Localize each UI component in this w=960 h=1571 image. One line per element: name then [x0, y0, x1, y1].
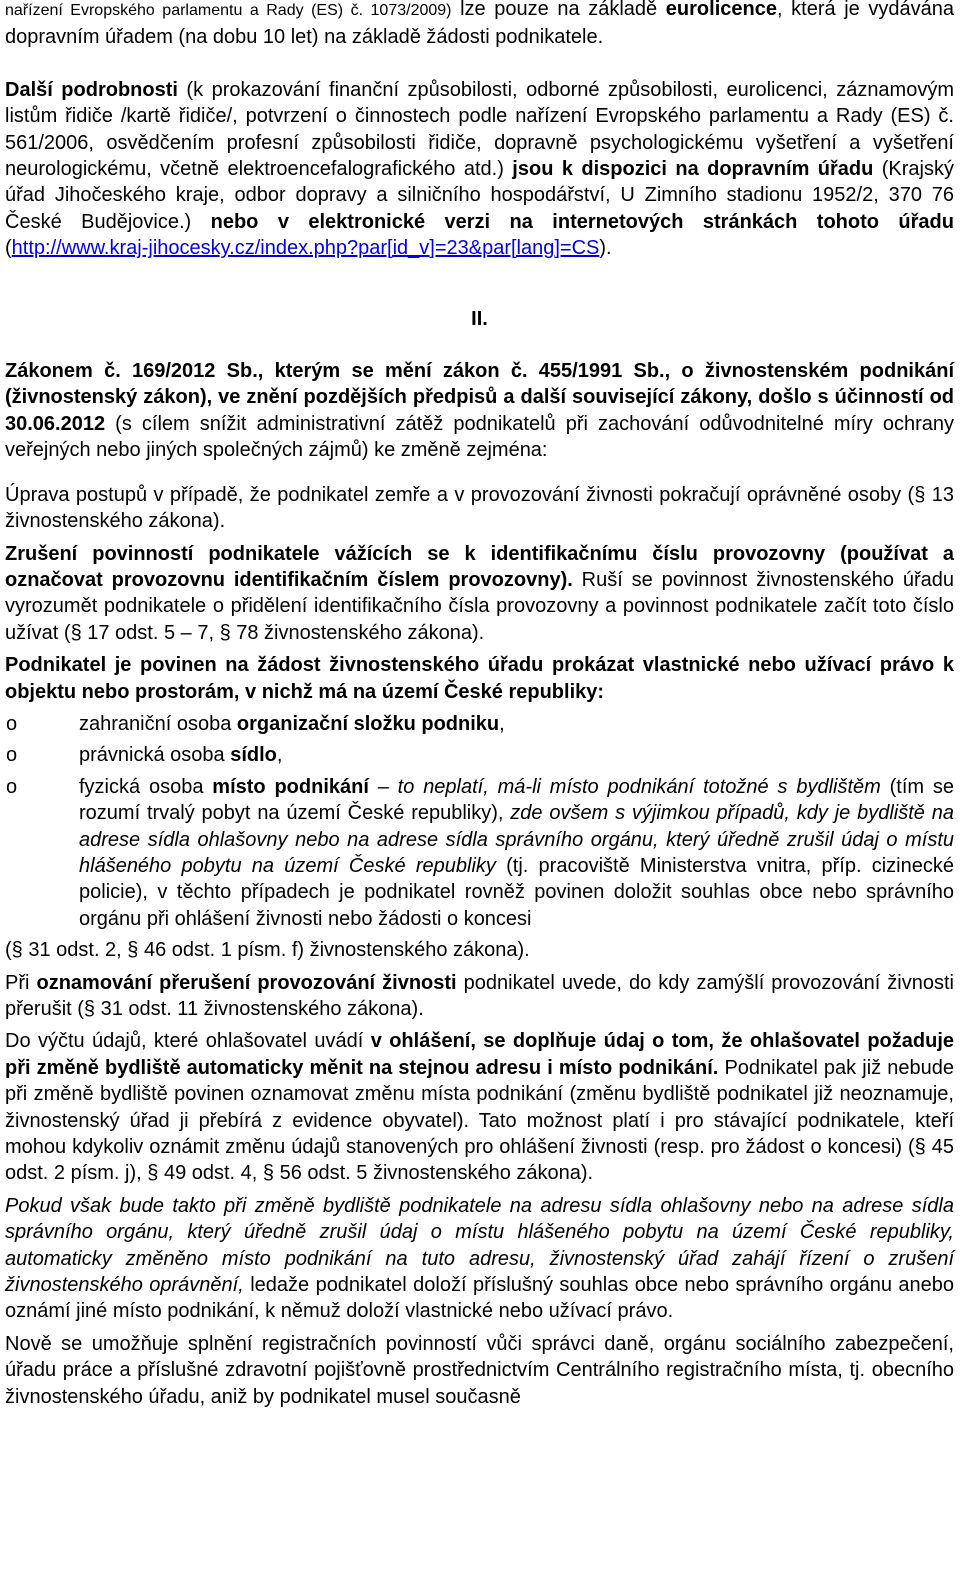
paragraph-details	[5, 77, 954, 262]
text-span: , která je vydávána dopravním úřadem (na dobu 10 let) na základě žádosti podnikatele.	[5, 0, 954, 49]
text-span: (tj. pracoviště Ministerstva vnitra, příp. cizinecké policie), v těchto případech je podnikatel rovněž povinen doložit souhlas obce nebo správního orgánu při ohlášení živnosti nebo žádosti o koncesi	[79, 854, 954, 930]
document-page	[5, 0, 954, 1410]
text-span: právnická osoba	[79, 744, 231, 767]
section-heading: II.	[471, 307, 488, 330]
text-span: Ruší se povinnost živnostenského úřadu vyrozumět podnikatele o přidělení identifikačního čísla provozovny a povinnost podnikatele začít toto číslo užívat (§ 17 odst. 5 – 7, § 78 živnostenského zákona).	[5, 568, 954, 644]
text-span: Do výčtu údajů, které ohlašovatel uvádí	[5, 1030, 371, 1053]
text-span: fyzická osoba	[79, 775, 213, 798]
bold-term: místo podnikání	[212, 775, 369, 798]
paragraph-law-change	[5, 358, 954, 464]
text-span: Podnikatel pak již nebude při změně bydliště povinen oznamovat změnu místa podnikání (změnu bydliště podnikatel již neoznamuje, živnostenský úřad ji přebírá z evidence obyvatel). Tato možnost platí i pro stávající podnikatele, kteří mohou kdykoliv oznámit změnu údajů stanovených pro ohlášení živnosti (resp. pro žádost o koncesi) (§ 45 odst. 2 písm. j), § 49 odst. 4, § 56 odst. 5 živnostenského zákona).	[5, 1056, 955, 1185]
italic-text: Pokud však bude takto při změně bydliště podnikatele na adresu sídla ohlašovny nebo na adrese sídla správního orgánu, který úředně zrušil údaj o místu hlášeného pobytu na území České republiky, automaticky změněno místo podnikání na tuto adresu, živnostenský úřad zahájí řízení o zrušení živnostenského oprávnění,	[5, 1194, 954, 1297]
text-span: (tím se rozumí trvalý pobyt na území České republiky),	[79, 775, 955, 825]
text-span: (Krajský úřad Jihočeského kraje, odbor dopravy a silničního hospodářství, U Zimního stadionu 1952/2, 370 76 České Budějovice.)	[5, 158, 954, 233]
bullet-marker: o	[6, 775, 18, 798]
bold-term: sídlo	[230, 744, 277, 767]
paragraph-establishment-id	[5, 541, 954, 647]
list-item	[5, 742, 954, 768]
text-span: (k prokazování finanční způsobilosti, odborné způsobilosti, eurolicenci, záznamovým listům řidiče /kartě řidiče/, potvrzení o činnostech podle nařízení Evropského parlamentu a Rady (ES) č. 561/2006, osvědčením profesní způsobilosti řidiče, dopravně psychologickému vyšetření a vyšetření neurologickému, včetně elektroencefalografického atd.)	[5, 78, 955, 181]
bold-term: Zákonem č. 169/2012 Sb., kterým se mění zákon č. 455/1991 Sb., o živnostenském podnikání (živnostenský zákon), ve znění pozdějších předpisů a další související zákony, došlo s účinností od 30.06.2012	[5, 360, 954, 435]
bold-term: oznamování přerušení provozování živnosti	[36, 971, 457, 994]
text-span: (s cílem snížit administrativní zátěž podnikatelů při zachování odůvodnitelné míry ochrany veřejných nebo jiných společných zájmů) ke změně zejména:	[5, 412, 954, 462]
list-item	[5, 774, 954, 932]
text-span: zahraniční osoba	[79, 712, 237, 735]
paragraph-legal-reference: (§ 31 odst. 2, § 46 odst. 1 písm. f) živnostenského zákona).	[5, 939, 530, 962]
italic-text: zde ovšem s výjimkou případů, kdy je bydliště na adrese sídla ohlašovny nebo na adrese sídla správního orgánu, který úředně zrušil údaj o místu hlášeného pobytu na území České republiky	[79, 802, 954, 877]
kraj-jihocesky-link[interactable]: http://www.kraj-jihocesky.cz/index.php?par[id_v]=23&par[lang]=CS	[11, 237, 600, 260]
bold-term: Další podrobnosti	[5, 78, 178, 101]
paragraph-interruption	[5, 970, 954, 1023]
paragraph-ownership-proof: Podnikatel je povinen na žádost živnostenského úřadu prokázat vlastnické nebo užívací právo k objektu nebo prostorám, v nichž má na území České republiky:	[5, 654, 954, 703]
italic-text: – to neplatí, má-li místo podnikání totožné s bydlištěm	[368, 775, 881, 798]
text-span: ledaže podnikatel doloží příslušný souhlas obce nebo správního orgánu anebo oznámí jiné místo podnikání, k němuž doloží vlastnické nebo užívací právo.	[5, 1274, 954, 1323]
text-span: ,	[276, 744, 283, 767]
bullet-marker: o	[6, 712, 18, 735]
paragraph-residence-change	[5, 1028, 954, 1186]
regulation-reference: nařízení Evropského parlamentu a Rady (ES) č. 1073/2009)	[5, 2, 452, 19]
bold-term: v ohlášení, se doplňuje údaj o tom, že ohlašovatel požaduje při změně bydliště automaticky měnit na stejnou adresu i místo podnikání.	[5, 1030, 954, 1079]
paragraph-eurolicence	[5, 0, 954, 51]
bold-term: organizační složku podniku	[236, 712, 500, 735]
person-type-list	[5, 711, 954, 932]
paragraph-succession: Úprava postupů v případě, že podnikatel zemře a v provozování živnosti pokračují oprávněné osoby (§ 13 živnostenského zákona).	[5, 483, 954, 533]
paragraph-revocation	[5, 1193, 954, 1325]
text-span: lze pouze na základě	[451, 0, 666, 20]
bullet-marker: o	[6, 744, 18, 767]
paragraph-registration: Nově se umožňuje splnění registračních povinností vůči správci daně, orgánu sociálního zabezpečení, úřadu práce a příslušné zdravotní pojišťovně prostřednictvím Centrálního registračního místa, tj. obecního živnostenského úřadu, aniž by podnikatel musel současně	[5, 1332, 954, 1408]
text-span: podnikatel uvede, do kdy zamýšlí provozování živnosti přerušit (§ 31 odst. 11 živnostenského zákona).	[5, 971, 954, 1020]
bold-term: Zrušení povinností podnikatele vážících se k identifikačnímu číslu provozovny (používat a označovat provozovnu identifikačním číslem provozovny).	[5, 542, 954, 591]
bold-term: eurolicence	[665, 0, 777, 20]
bold-term: jsou k dispozici na dopravním úřadu	[512, 158, 874, 181]
text-span: ).	[599, 237, 612, 260]
list-item	[5, 711, 954, 737]
text-span: ,	[499, 712, 505, 735]
text-span: (	[5, 237, 12, 260]
bold-term: nebo v elektronické verzi na internetových stránkách tohoto úřadu	[210, 210, 954, 233]
text-span: Při	[5, 971, 37, 994]
